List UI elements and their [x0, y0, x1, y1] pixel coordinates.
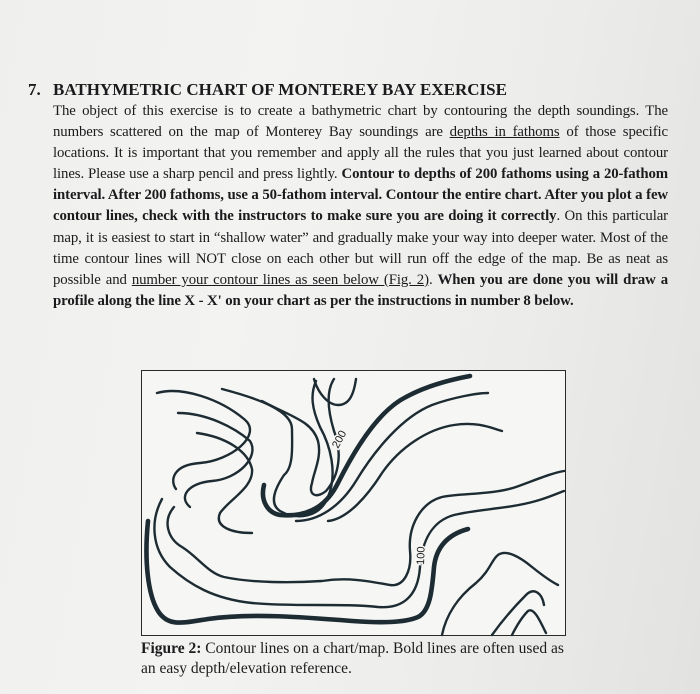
instr-sentence-1: The object of this exercise is to create a bathymetric chart by contouring the depth soundings. The numbers scattered on the map of Monterey Bay soundings are [53, 103, 668, 141]
depths-in-fathoms-underline: depths in fathoms [449, 124, 560, 141]
contour-figure [141, 370, 566, 636]
exercise-7 [28, 79, 668, 327]
number-contours-underline: number your contour lines as seen below (Fig. 2) [131, 271, 429, 288]
instr-bold-contour-rules: Contour to depths of 200 fathoms using a 20-fathom interval. After 200 fathoms, use a 50-fathom interval. Contour the entire chart. After you plot a few contour lines, check with the instructors to make sure you are doing it correctly [53, 166, 668, 225]
contour-line [512, 610, 546, 635]
instr-bold-profile: When you are done you will draw a profile along the line X - X' on your chart as per the instructions in number 8 below. [53, 271, 668, 309]
instr-sentence-2-end: . On this particular map, it is easiest to start in “shallow water” and gradually make your way into deeper water. Most of the time contour lines will NOT close on each other but will run off the edge of the map. Be as neat as possible and [53, 208, 668, 288]
contour-line [154, 491, 564, 607]
caption-label: Figure 2: [141, 640, 202, 657]
contour-line [262, 379, 339, 495]
contour-label-100: 100 [415, 546, 428, 566]
instr-sentence-1-end: of those specific locations. It is important that you remember and apply all the rules that you just learned about contour lines. Please use a sharp pencil and press lightly. [53, 124, 669, 183]
contour-map-drawing [142, 371, 567, 637]
exercise-title: BATHYMETRIC CHART OF MONTEREY BAY EXERCISE [53, 80, 507, 99]
instr-sentence-3-end: . [428, 271, 438, 288]
exercise-instructions [53, 101, 668, 312]
figure-caption [141, 639, 581, 678]
contour-line [328, 424, 502, 521]
caption-text: Contour lines on a chart/map. Bold lines are often used as an easy depth/elevation reference. [141, 640, 564, 677]
contour-label-200: 200 [330, 428, 350, 451]
contour-line [314, 379, 356, 405]
exercise-heading [28, 79, 668, 101]
exercise-number: 7. [28, 80, 41, 99]
